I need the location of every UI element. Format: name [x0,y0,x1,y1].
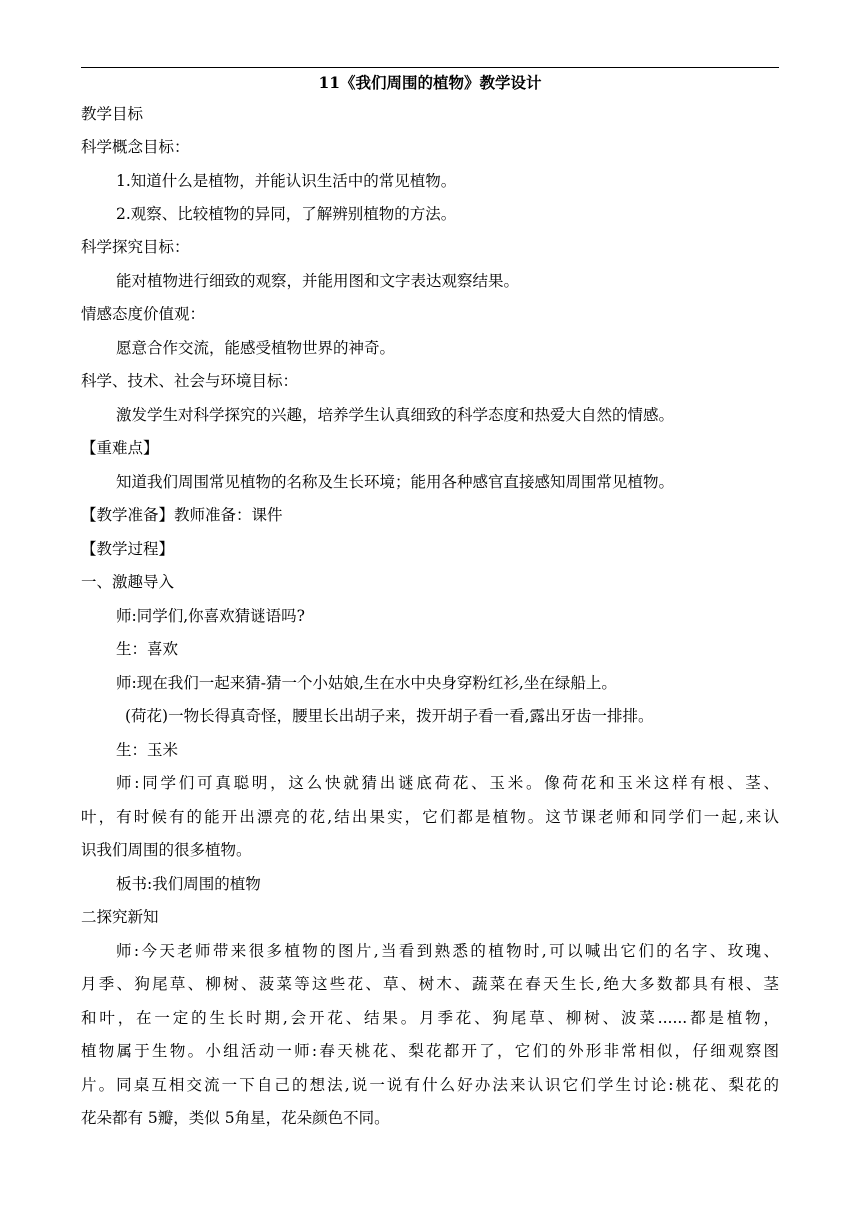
dialogue-line: 生：玉米 [116,741,179,759]
paragraph-line: 知道我们周围常见植物的名称及生长环境；能用各种感官直接感知周围常见植物。 [116,473,675,491]
paragraph-line: 片。同桌互相交流一下自己的想法,说一说有什么好办法来认识它们学生讨论:桃花、梨花的 [81,1076,779,1094]
paragraph-line: 花朵都有 5瓣，类似 5角星，花朵颜色不同。 [81,1109,390,1127]
list-item: 2.观察、比较植物的异同，了解辨别植物的方法。 [116,205,457,223]
paragraph-line: 识我们周围的很多植物。 [81,841,252,859]
section-heading: 【重难点】 [81,439,159,457]
header-rule [81,67,779,68]
paragraph-line: 能对植物进行细致的观察，并能用图和文字表达观察结果。 [116,272,520,290]
subsection-heading: 科学概念目标： [81,138,190,156]
paragraph-line: 师:同学们可真聪明，这么快就猜出谜底荷花、玉米。像荷花和玉米这样有根、茎、 [116,774,779,792]
paragraph-line: 愿意合作交流，能感受植物世界的神奇。 [116,339,396,357]
subsection-heading: 科学、技术、社会与环境目标： [81,372,299,390]
section-heading: 一、激趣导入 [81,573,175,591]
section-heading: 【教学过程】 [81,540,175,558]
paragraph-line: 植物属于生物。小组活动一师:春天桃花、梨花都开了，它们的外形非常相似，仔细观察图 [81,1042,779,1060]
list-item: 1.知道什么是植物，并能认识生活中的常见植物。 [116,172,457,190]
dialogue-line: 师:同学们,你喜欢猜谜语吗? [116,607,305,625]
dialogue-line: 师:现在我们一起来猜-猜一个小姑娘,生在水中央身穿粉红衫,坐在绿船上。 [116,674,617,692]
board-writing: 板书:我们周围的植物 [116,875,261,893]
dialogue-line: 生：喜欢 [116,640,179,658]
dialogue-line: (荷花)一物长得真奇怪，腰里长出胡子来，拨开胡子看一看,露出牙齿一排排。 [125,707,654,725]
section-heading: 教学目标 [81,105,144,123]
paragraph-line: 师:今天老师带来很多植物的图片,当看到熟悉的植物时,可以喊出它们的名字、玫瑰、 [116,942,779,960]
subsection-heading: 情感态度价值观： [81,305,206,323]
paragraph-line: 叶，有时候有的能开出漂亮的花,结出果实，它们都是植物。这节课老师和同学们一起,来认 [81,808,779,826]
paragraph-line: 激发学生对科学探究的兴趣，培养学生认真细致的科学态度和热爱大自然的情感。 [116,406,675,424]
paragraph-line: 和叶，在一定的生长时期,会开花、结果。月季花、狗尾草、柳树、波菜......都是植物， [81,1009,779,1027]
paragraph-line: 月季、狗尾草、柳树、菠菜等这些花、草、树木、蔬菜在春天生长,绝大多数都具有根、茎 [81,975,779,993]
section-heading: 【教学准备】教师准备：课件 [81,506,283,524]
subsection-heading: 科学探究目标： [81,238,190,256]
document-title: 11《我们周围的植物》教学设计 [318,73,542,92]
section-heading: 二探究新知 [81,908,159,926]
